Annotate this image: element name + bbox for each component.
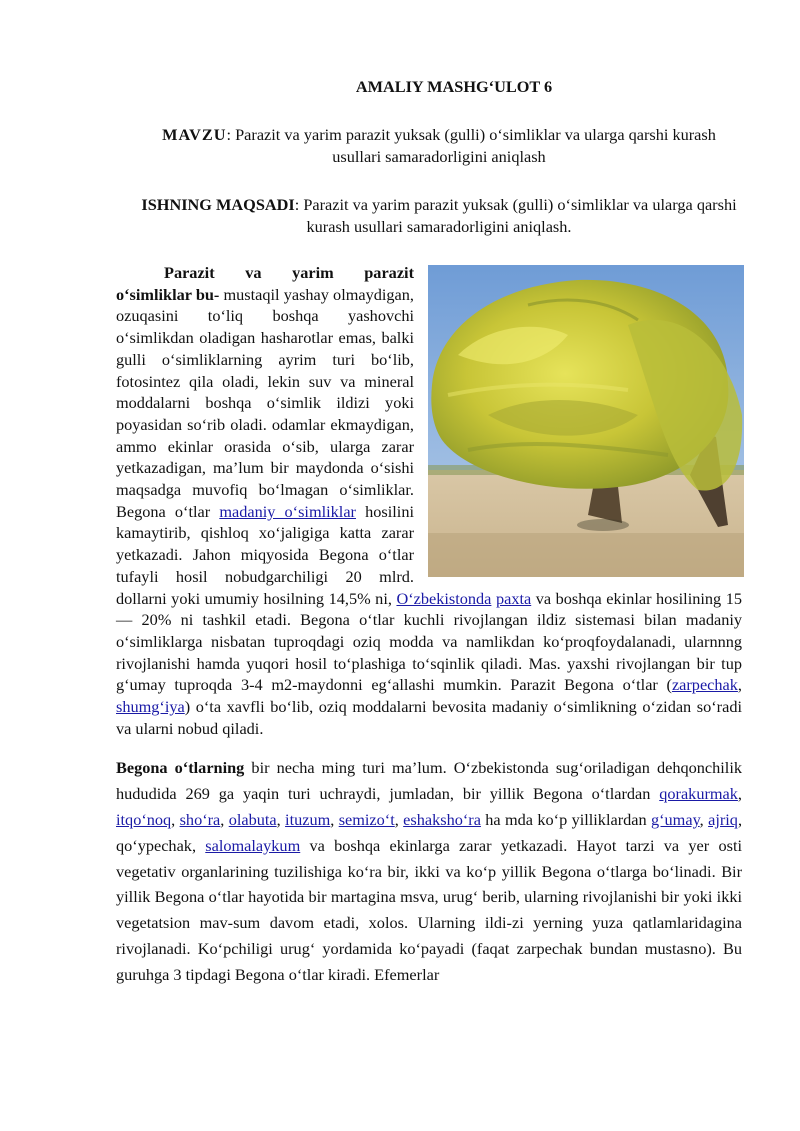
paragraph-weed-types [116, 755, 742, 987]
link-madaniy-osimliklar[interactable]: madaniy o‘simliklar [219, 501, 356, 521]
document-body [116, 262, 742, 988]
link-gumay[interactable]: g‘umay [650, 810, 700, 830]
link-ajriq[interactable]: ajriq [708, 810, 738, 830]
text-span: , [737, 675, 742, 695]
goal-text: : Parazit va yarim parazit yuksak (gulli) o‘simliklar va ularga qarshi kurash usullari samaradorligini aniqlash. [294, 195, 737, 236]
text-span: va boshqa ekinlarga zarar yetkazadi. Hayot tarzi va yer osti vegetativ organlarining tuzilishiga ko‘ra bir, ikki va ko‘p yillik Begona o‘tlarga bo‘linadi. Bir yillik Begona o‘tlar hayotida bir martagina msva, urug‘ berib, ularning rivojlanishi bir yoki ikki vegetatsion mav-sum davom etadi, xolos. Ularning ildi-zi yerning yuza qatlamlaridagina rivojlanadi. Ko‘pchiligi urug‘ yordamida ko‘payadi (faqat zarpechak bundan mustasno). Bu guruhga 3 tipdagi Begona o‘tlar kiradi. Efemerlar [116, 835, 742, 984]
goal-label: ISHNING MAQSADI [141, 195, 295, 214]
text-span: va boshqa ekinlar hosilining 15 — 20% ni tashkil etadi. Begona o‘tlar kuchli rivojlangan ildiz sistemasi bilan madaniy o‘simliklarga nisbatan tuproqdagi oziq modda va namlikdan ko‘proqfoydalanadi, ularnnng rivojlanishi hamda yuqori hosil to‘plashiga to‘sqinlik qiladi. Mas. yaxshi rivojlangan bir tup g‘umay tuproqda 3-4 m2-maydonni eg‘allashi mumkin. Parazit Begona o‘tlar ( [116, 588, 742, 695]
topic-label: MAVZU [162, 125, 227, 144]
link-paxta[interactable]: paxta [495, 588, 532, 608]
text-span: , [394, 810, 404, 830]
term-parasitic-plants: Parazit va yarim parazit o‘simliklar bu- [116, 263, 414, 304]
text-span: hosilini kamaytirib, qishloq xo‘jaligiga katta zarar yetkazadi. Jahon miqyosida Begona o‘tlar tufayli hosil nobudgarchiligi 20 mlrd. dollarni yoki umumiy hosilning 14,5% ni, [116, 501, 414, 608]
topic-line [116, 124, 742, 168]
link-itqonoq[interactable]: itqo‘noq [116, 810, 172, 830]
link-olabuta[interactable]: olabuta [228, 810, 277, 830]
link-semizot[interactable]: semizo‘t [338, 810, 395, 830]
term-begona-otlarning: Begona o‘tlarning [116, 758, 245, 778]
text-span: , [276, 810, 286, 830]
text-span: ) o‘ta xavfli bo‘lib, oziq moddalarni bevosita madaniy o‘simlikning o‘zidan so‘radi va ularni nobud qiladi. [116, 697, 742, 738]
dodder-tree-photo [428, 265, 744, 577]
text-span: , [220, 810, 229, 830]
text-span: , [737, 784, 742, 804]
text-span: , [171, 810, 180, 830]
text-span: , qo‘ypechak, [116, 810, 743, 855]
link-ozbekistonda[interactable]: O‘zbekistonda [396, 588, 492, 608]
text-span: , [699, 810, 709, 830]
page-title: AMALIY MASHG‘ULOT 6 [355, 77, 553, 96]
link-eshakshora[interactable]: eshaksho‘ra [403, 810, 481, 830]
link-zarpechak[interactable]: zarpechak [671, 675, 738, 695]
link-ituzum[interactable]: ituzum [285, 810, 331, 830]
topic-text: : Parazit va yarim parazit yuksak (gulli) o‘simliklar va ularga qarshi kurash usullari samaradorligini aniqlash [226, 125, 716, 166]
link-shumgiya[interactable]: shumg‘iya [116, 697, 185, 717]
link-salomalaykum[interactable]: salomalaykum [205, 835, 301, 855]
link-shora[interactable]: sho‘ra [179, 810, 221, 830]
text-span: , [330, 810, 339, 830]
goal-line [116, 194, 742, 238]
text-span: ha mda ko‘p yilliklardan [480, 810, 651, 830]
text-span: bir necha ming turi ma’lum. O‘zbekistonda sug‘oriladigan dehqonchilik hududida 269 ga yaqin turi uchraydi, jumladan, bir yillik Begona o‘tlardan [116, 758, 742, 804]
text-span: mustaqil yashay olmaydigan, ozuqasini to‘liq boshqa yashovchi o‘simlikdan oladigan hasharotlar emas, balki gulli o‘simliklarning ayrim turi bo‘lib, fotosintez qila oladi, lekin suv va mineral moddalarni boshqa o‘simlik ildizi yoki poyasidan so‘rib oladi. odamlar ekmaydigan, ammo ekinlar orasida o‘sib, ularga zarar yetkazadigan, ma’lum bir maydonda o‘sishi maqsadga muvofiq bo‘lmagan o‘simliklar. Begona o‘tlar [116, 284, 414, 521]
link-qorakurmak[interactable]: qorakurmak [659, 784, 738, 804]
